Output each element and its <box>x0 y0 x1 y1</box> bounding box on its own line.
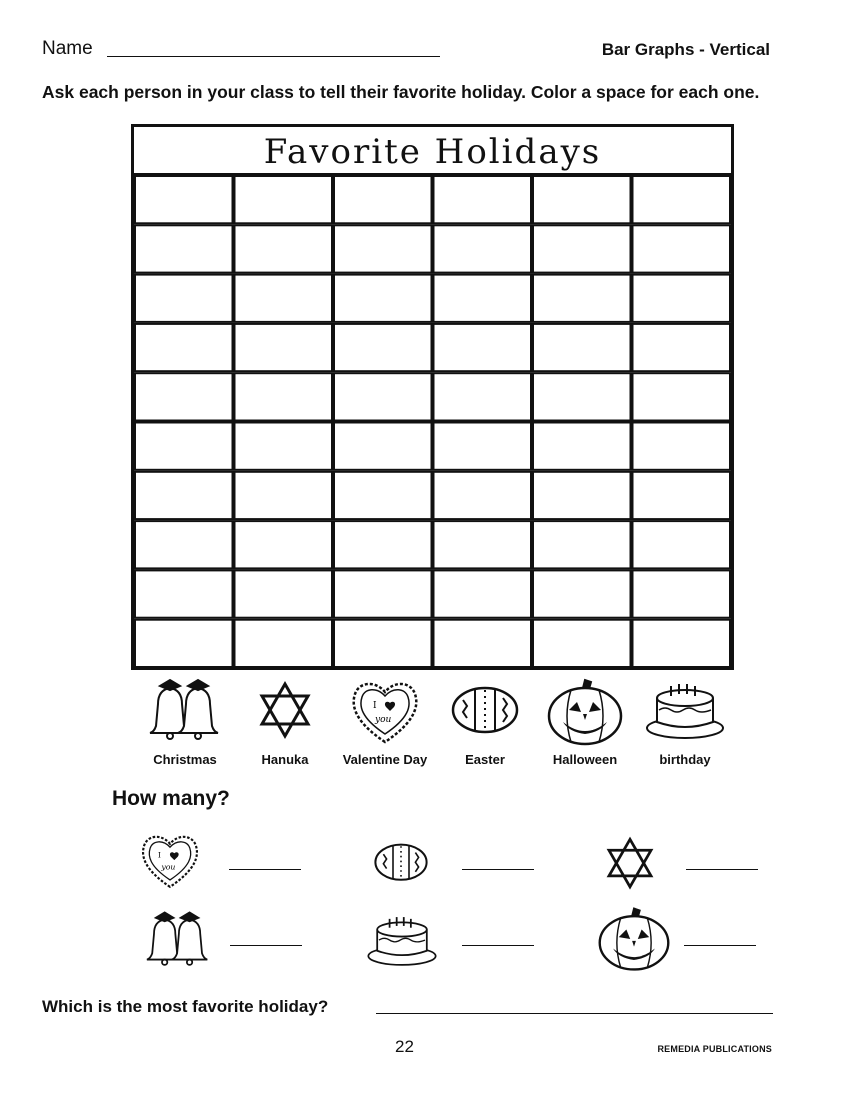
holiday-hanuka <box>235 676 335 771</box>
pumpkin-icon <box>543 676 627 748</box>
graph-cell[interactable] <box>633 275 731 322</box>
graph-cell[interactable] <box>235 472 333 519</box>
pumpkin-icon <box>594 904 674 974</box>
graph-cell[interactable] <box>135 620 233 667</box>
holiday-label: Hanuka <box>261 752 309 767</box>
graph-cell[interactable] <box>434 521 532 568</box>
bells-icon <box>138 908 218 972</box>
name-label: Name <box>42 38 93 59</box>
heart-icon <box>135 830 205 892</box>
easter-egg-icon <box>366 835 436 891</box>
graph-cell[interactable] <box>434 225 532 272</box>
star-of-david-icon <box>250 676 320 746</box>
graph-cell[interactable] <box>633 570 731 617</box>
holiday-halloween <box>535 676 635 771</box>
answer-line[interactable] <box>684 945 756 946</box>
answer-line[interactable] <box>462 869 534 870</box>
holiday-birthday <box>635 676 735 771</box>
graph-cell[interactable] <box>334 620 432 667</box>
holiday-label: Christmas <box>153 752 217 767</box>
count-hanuka <box>598 832 818 902</box>
graph-cell[interactable] <box>334 275 432 322</box>
graph-cell[interactable] <box>334 570 432 617</box>
graph-cell[interactable] <box>434 570 532 617</box>
svg-text:you: you <box>375 715 392 725</box>
section-title: Bar Graphs - Vertical <box>601 40 770 59</box>
graph-cell[interactable] <box>334 521 432 568</box>
count-halloween <box>594 904 814 974</box>
graph-cell[interactable] <box>434 620 532 667</box>
svg-text:I: I <box>157 850 162 860</box>
birthday-cake-icon <box>643 676 727 746</box>
easter-egg-icon <box>445 676 525 746</box>
bells-icon <box>140 676 230 746</box>
graph-cell[interactable] <box>633 472 731 519</box>
holiday-label: birthday <box>659 752 711 767</box>
graph-cell[interactable] <box>334 225 432 272</box>
graph-cell[interactable] <box>633 423 731 470</box>
star-of-david-icon <box>598 832 662 896</box>
count-easter <box>366 835 586 905</box>
answer-line[interactable] <box>376 1013 773 1014</box>
graph-cell[interactable] <box>135 423 233 470</box>
count-christmas <box>138 908 358 978</box>
graph-cell[interactable] <box>434 472 532 519</box>
heart-icon <box>345 676 425 748</box>
graph-cell[interactable] <box>434 423 532 470</box>
holiday-valentine <box>335 676 435 771</box>
question-text: Which is the most favorite holiday? <box>42 997 329 1016</box>
graph-cell[interactable] <box>135 275 233 322</box>
graph-cell[interactable] <box>533 521 631 568</box>
count-birthday <box>362 910 582 980</box>
graph-cell[interactable] <box>533 324 631 371</box>
graph-cell[interactable] <box>533 275 631 322</box>
answer-line[interactable] <box>686 869 758 870</box>
graph-cell[interactable] <box>235 620 333 667</box>
name-input-line[interactable] <box>107 56 440 57</box>
holiday-label: Halloween <box>552 752 618 767</box>
graph-cell[interactable] <box>135 472 233 519</box>
graph-cell[interactable] <box>533 225 631 272</box>
graph-cell[interactable] <box>235 521 333 568</box>
graph-cell[interactable] <box>633 620 731 667</box>
graph-cell[interactable] <box>235 373 333 420</box>
graph-cell[interactable] <box>334 373 432 420</box>
graph-cell[interactable] <box>434 324 532 371</box>
bar-graph-grid[interactable] <box>134 175 731 668</box>
graph-cell[interactable] <box>334 472 432 519</box>
svg-text:you: you <box>161 862 176 872</box>
graph-cell[interactable] <box>135 521 233 568</box>
count-valentine <box>135 830 355 900</box>
graph-title: Favorite Holidays <box>263 132 602 172</box>
graph-cell[interactable] <box>334 176 432 223</box>
graph-cell[interactable] <box>633 373 731 420</box>
holiday-labels-row <box>131 676 734 771</box>
graph-cell[interactable] <box>334 324 432 371</box>
graph-cell[interactable] <box>533 176 631 223</box>
graph-cell[interactable] <box>533 423 631 470</box>
graph-cell[interactable] <box>135 324 233 371</box>
graph-cell[interactable] <box>533 472 631 519</box>
holiday-label: Valentine Day <box>342 752 428 767</box>
graph-cell[interactable] <box>235 225 333 272</box>
answer-line[interactable] <box>230 945 302 946</box>
answer-line[interactable] <box>229 869 301 870</box>
graph-cell[interactable] <box>533 373 631 420</box>
graph-cell[interactable] <box>533 570 631 617</box>
how-many-heading: How many? <box>112 787 230 810</box>
holiday-christmas <box>135 676 235 771</box>
holiday-label: Easter <box>465 752 505 767</box>
page-number: 22 <box>395 1037 414 1056</box>
graph-cell[interactable] <box>633 225 731 272</box>
graph-cell[interactable] <box>434 176 532 223</box>
graph-cell[interactable] <box>135 373 233 420</box>
graph-cell[interactable] <box>334 423 432 470</box>
grid-lines[interactable] <box>134 175 731 668</box>
answer-line[interactable] <box>462 945 534 946</box>
publisher: REMEDIA PUBLICATIONS <box>657 1044 772 1054</box>
graph-cell[interactable] <box>135 225 233 272</box>
graph-cell[interactable] <box>235 423 333 470</box>
instructions: Ask each person in your class to tell their favorite holiday. Color a space for each one. <box>42 82 760 102</box>
graph-cell[interactable] <box>633 521 731 568</box>
graph-cell[interactable] <box>135 176 233 223</box>
graph-cell[interactable] <box>434 373 532 420</box>
graph-cell[interactable] <box>235 275 333 322</box>
graph-cell[interactable] <box>633 176 731 223</box>
graph-cell[interactable] <box>434 275 532 322</box>
birthday-cake-icon <box>362 910 442 972</box>
graph-cell[interactable] <box>533 620 631 667</box>
holiday-easter <box>435 676 535 771</box>
svg-text:I: I <box>373 701 377 711</box>
graph-cell[interactable] <box>633 324 731 371</box>
graph-cell[interactable] <box>135 570 233 617</box>
graph-cell[interactable] <box>235 176 333 223</box>
graph-cell[interactable] <box>235 570 333 617</box>
graph-cell[interactable] <box>235 324 333 371</box>
